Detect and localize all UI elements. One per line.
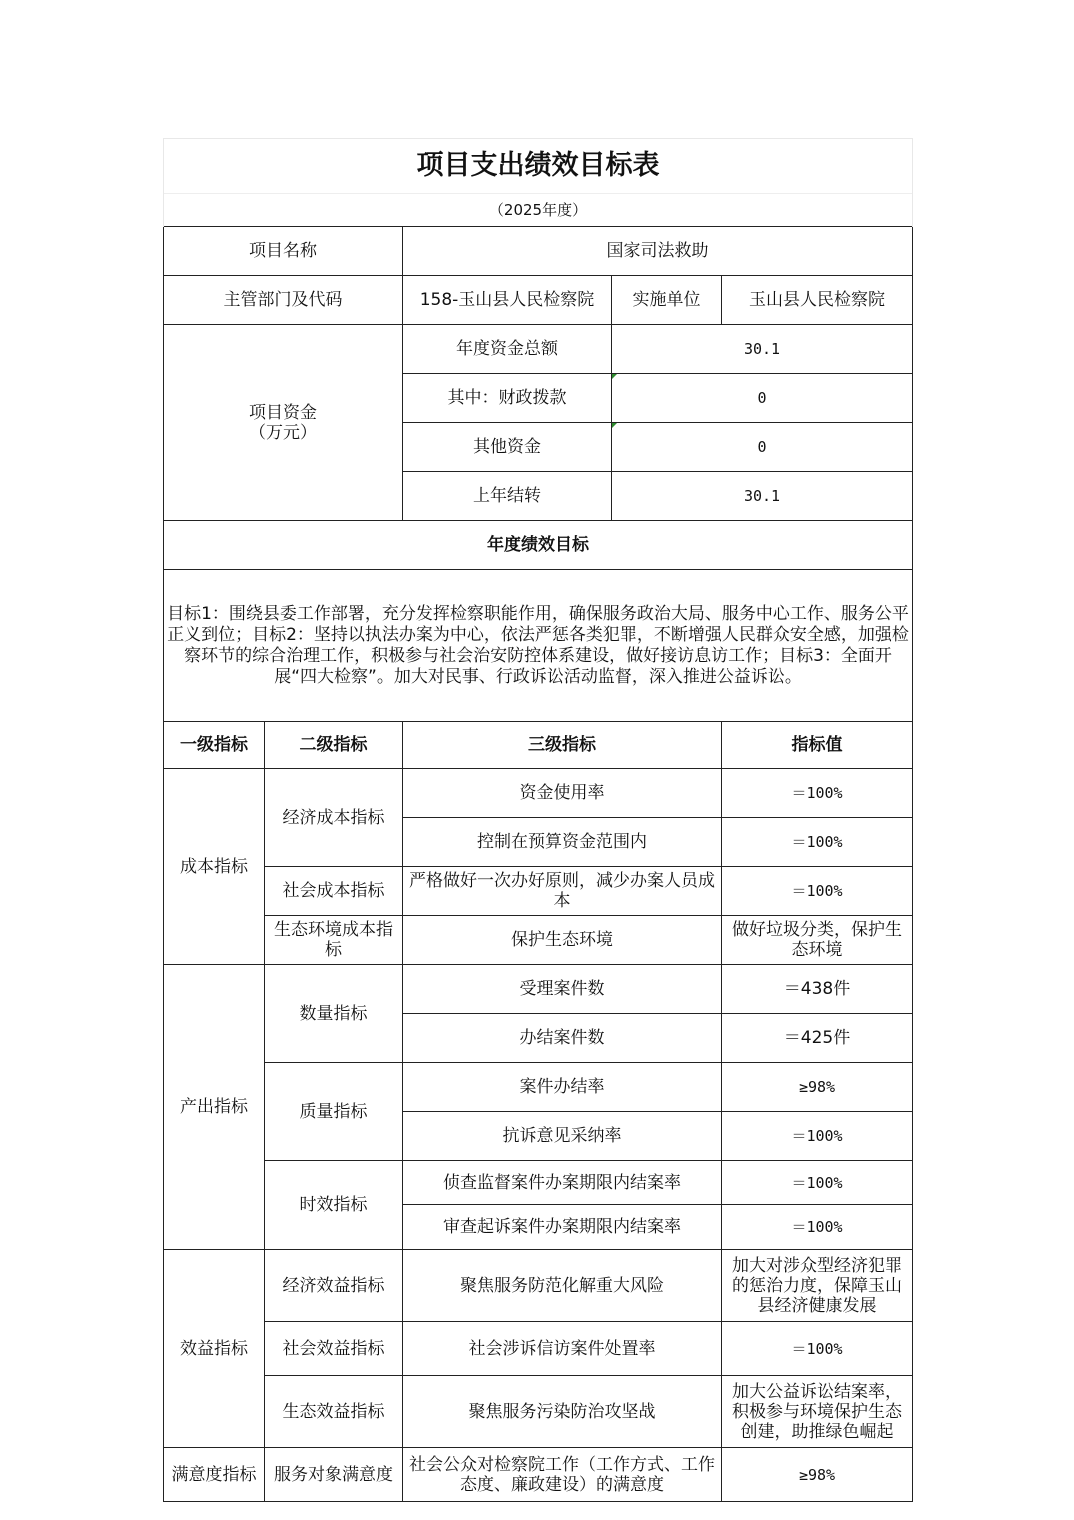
level2-quantity: 数量指标 xyxy=(265,965,403,1063)
level1-cost: 成本指标 xyxy=(164,769,265,965)
value-public-satisfaction[interactable]: ≥98% xyxy=(722,1448,913,1502)
other-funds-value[interactable] xyxy=(612,423,913,472)
value-one-stop[interactable]: ＝100% xyxy=(722,867,913,916)
value-cases-accepted[interactable]: ＝438件 xyxy=(722,965,913,1014)
level2-timeliness: 时效指标 xyxy=(265,1161,403,1250)
level3-pollution-control[interactable]: 聚焦服务污染防治攻坚战 xyxy=(403,1376,722,1448)
level1-output: 产出指标 xyxy=(164,965,265,1250)
other-funds-text: 0 xyxy=(757,438,767,456)
other-funds-label: 其他资金 xyxy=(403,423,612,472)
value-budget-control[interactable]: ＝100% xyxy=(722,818,913,867)
value-protest-adoption[interactable]: ＝100% xyxy=(722,1112,913,1161)
fiscal-allocation-text: 0 xyxy=(757,389,767,407)
header-level1: 一级指标 xyxy=(164,722,265,769)
value-investigation-timely[interactable]: ＝100% xyxy=(722,1161,913,1205)
implementing-unit-value[interactable]: 玉山县人民检察院 xyxy=(722,276,913,325)
value-petition-handling[interactable]: ＝100% xyxy=(722,1322,913,1376)
level1-satisfaction: 满意度指标 xyxy=(164,1448,265,1502)
level3-cases-closed[interactable]: 办结案件数 xyxy=(403,1014,722,1063)
department-value[interactable]: 158-玉山县人民检察院 xyxy=(403,276,612,325)
project-name-label: 项目名称 xyxy=(164,227,403,276)
value-prosecution-timely[interactable]: ＝100% xyxy=(722,1205,913,1250)
annual-goals-header: 年度绩效目标 xyxy=(164,521,913,570)
header-level2: 二级指标 xyxy=(265,722,403,769)
level3-petition-handling[interactable]: 社会涉诉信访案件处置率 xyxy=(403,1322,722,1376)
value-fund-usage[interactable]: ＝100% xyxy=(722,769,913,818)
fiscal-allocation-value[interactable] xyxy=(612,374,913,423)
level2-eco-cost: 生态环境成本指标 xyxy=(265,916,403,965)
level1-benefit: 效益指标 xyxy=(164,1250,265,1448)
project-name-value[interactable]: 国家司法救助 xyxy=(403,227,913,276)
header-level3: 三级指标 xyxy=(403,722,722,769)
total-funds-label: 年度资金总额 xyxy=(403,325,612,374)
value-closing-rate[interactable]: ≥98% xyxy=(722,1063,913,1112)
level3-protest-adoption[interactable]: 抗诉意见采纳率 xyxy=(403,1112,722,1161)
level3-protect-eco[interactable]: 保护生态环境 xyxy=(403,916,722,965)
project-funds-label: 项目资金 （万元） xyxy=(164,325,403,521)
level3-fund-usage[interactable]: 资金使用率 xyxy=(403,769,722,818)
level2-economic-benefit: 经济效益指标 xyxy=(265,1250,403,1322)
cell-marker-icon xyxy=(612,423,617,428)
total-funds-value[interactable]: 30.1 xyxy=(612,325,913,374)
level2-social-benefit: 社会效益指标 xyxy=(265,1322,403,1376)
fiscal-allocation-label: 其中：财政拨款 xyxy=(403,374,612,423)
performance-target-sheet xyxy=(163,138,912,1502)
level2-eco-benefit: 生态效益指标 xyxy=(265,1376,403,1448)
sheet-title: 项目支出绩效目标表 xyxy=(164,139,913,194)
value-pollution-control[interactable]: 加大公益诉讼结案率，积极参与环境保护生态创建，助推绿色崛起 xyxy=(722,1376,913,1448)
value-risk-prevention[interactable]: 加大对涉众型经济犯罪的惩治力度，保障玉山县经济健康发展 xyxy=(722,1250,913,1322)
performance-target-table xyxy=(163,138,913,1502)
value-cases-closed[interactable]: ＝425件 xyxy=(722,1014,913,1063)
implementing-unit-label: 实施单位 xyxy=(612,276,722,325)
annual-goals-text[interactable]: 目标1：围绕县委工作部署，充分发挥检察职能作用，确保服务政治大局、服务中心工作、服务公平正义到位；目标2：坚持以执法办案为中心，依法严惩各类犯罪，不断增强人民群众安全感，加强检察环节的综合治理工作，积极参与社会治安防控体系建设，做好接访息访工作；目标3：全面开展“四大检察”。加大对民事、行政诉讼活动监督，深入推进公益诉讼。 xyxy=(164,570,913,722)
carryover-value[interactable]: 30.1 xyxy=(612,472,913,521)
level3-one-stop[interactable]: 严格做好一次办好原则，减少办案人员成本 xyxy=(403,867,722,916)
level3-budget-control[interactable]: 控制在预算资金范围内 xyxy=(403,818,722,867)
level2-client-satisfaction: 服务对象满意度 xyxy=(265,1448,403,1502)
header-value: 指标值 xyxy=(722,722,913,769)
level2-quality: 质量指标 xyxy=(265,1063,403,1161)
level2-economic-cost: 经济成本指标 xyxy=(265,769,403,867)
carryover-label: 上年结转 xyxy=(403,472,612,521)
cell-marker-icon xyxy=(612,374,617,379)
level2-social-cost: 社会成本指标 xyxy=(265,867,403,916)
level3-investigation-timely[interactable]: 侦查监督案件办案期限内结案率 xyxy=(403,1161,722,1205)
level3-closing-rate[interactable]: 案件办结率 xyxy=(403,1063,722,1112)
level3-cases-accepted[interactable]: 受理案件数 xyxy=(403,965,722,1014)
department-label: 主管部门及代码 xyxy=(164,276,403,325)
level3-prosecution-timely[interactable]: 审查起诉案件办案期限内结案率 xyxy=(403,1205,722,1250)
value-protect-eco[interactable]: 做好垃圾分类，保护生态环境 xyxy=(722,916,913,965)
level3-risk-prevention[interactable]: 聚焦服务防范化解重大风险 xyxy=(403,1250,722,1322)
fiscal-year: （2025年度） xyxy=(164,194,913,227)
level3-public-satisfaction[interactable]: 社会公众对检察院工作（工作方式、工作态度、廉政建设）的满意度 xyxy=(403,1448,722,1502)
